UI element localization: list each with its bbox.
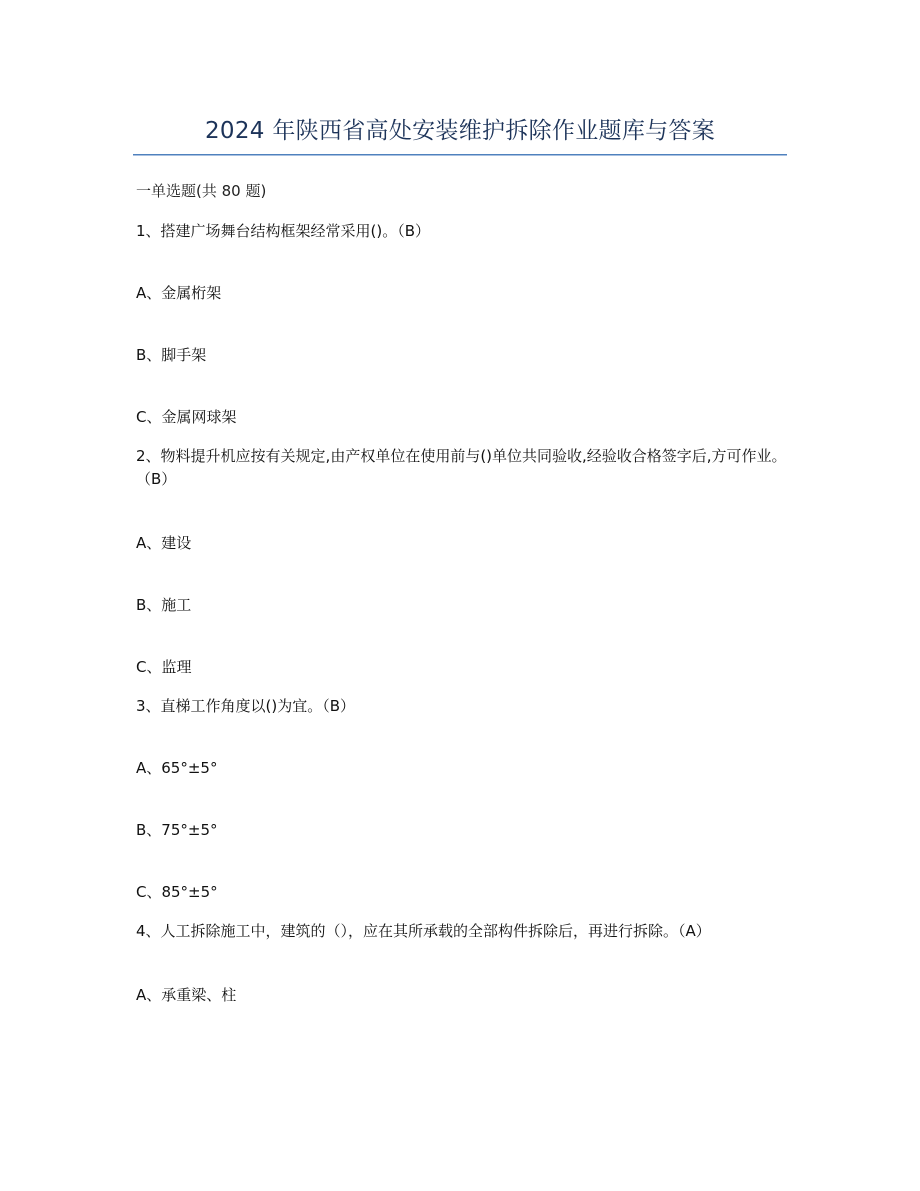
question-1-option-b: B、脚手架 [136, 346, 207, 364]
question-4-option-a: A、承重梁、柱 [136, 986, 237, 1004]
question-3-option-c: C、85°±5° [136, 883, 218, 901]
question-3: 3、直梯工作角度以()为宜。（B） [136, 697, 356, 715]
question-2-option-c: C、监理 [136, 658, 192, 676]
section-heading: 一单选题(共 80 题) [136, 182, 267, 200]
question-2-option-a: A、建设 [136, 534, 192, 552]
question-1: 1、搭建广场舞台结构框架经常采用()。（B） [136, 222, 431, 240]
question-1-option-a: A、金属桁架 [136, 284, 222, 302]
page-title: 2024 年陕西省高处安装维护拆除作业题库与答案 [204, 118, 716, 144]
question-3-option-b: B、75°±5° [136, 821, 218, 839]
question-1-option-c: C、金属网球架 [136, 408, 237, 426]
title-divider [133, 154, 787, 156]
question-2: 2、物料提升机应按有关规定,由产权单位在使用前与()单位共同验收,经验收合格签字后,方可作业。（B） [136, 447, 787, 488]
question-4: 4、人工拆除施工中，建筑的（），应在其所承载的全部构件拆除后，再进行拆除。（A） [136, 922, 711, 940]
question-2-option-b: B、施工 [136, 596, 192, 614]
question-3-option-a: A、65°±5° [136, 759, 218, 777]
